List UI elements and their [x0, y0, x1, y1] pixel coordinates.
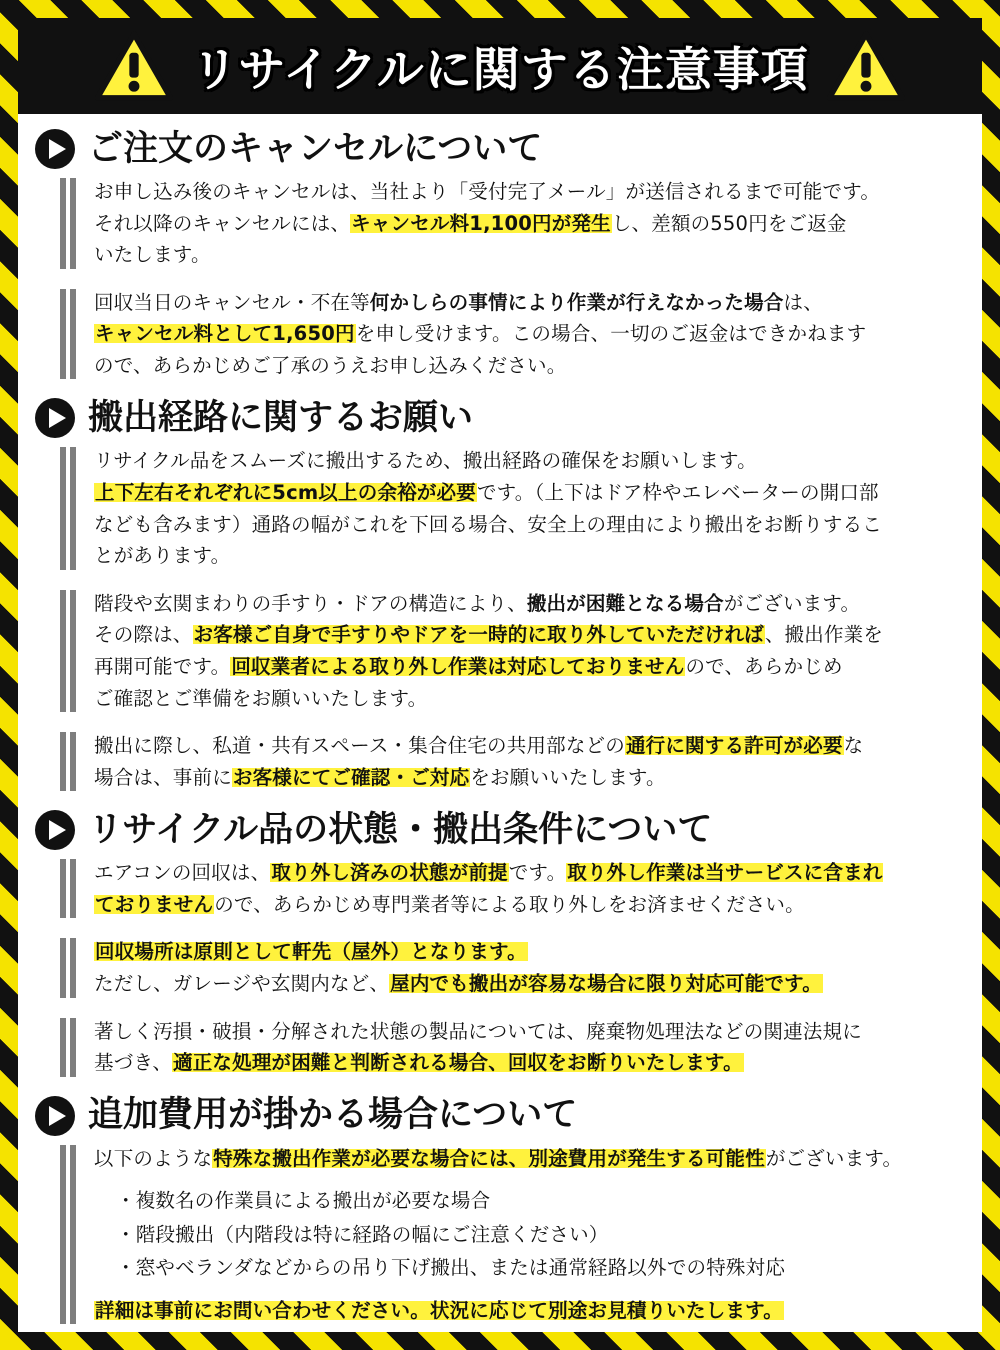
- text-line: [94, 588, 966, 620]
- text-line: [94, 968, 966, 1000]
- body-text: 階段や玄関まわりの手すり・ドアの構造により、: [94, 591, 527, 615]
- note-text: [94, 1143, 966, 1327]
- note-block: [58, 287, 966, 382]
- highlight-text: 回収場所は原則として軒先（屋外）となります。: [95, 940, 527, 964]
- bullet-list: [94, 1184, 966, 1285]
- double-bar-marker: [58, 857, 80, 920]
- highlight-text: キャンセル料1,100円が発生: [351, 211, 611, 235]
- body-text: をお願いいたします。: [470, 765, 666, 789]
- text-line: [94, 889, 966, 921]
- highlight-text: ておりません: [95, 892, 214, 916]
- page-header: [18, 18, 982, 114]
- bold-text: 何かしらの事情により作業が行えなかった場合: [369, 290, 784, 314]
- highlight-text: 屋内でも搬出が容易な場合に限り対応可能です。: [390, 971, 822, 995]
- body-text: とがあります。: [94, 544, 231, 568]
- section-title: ご注文のキャンセルについて: [88, 128, 543, 169]
- double-bar-marker: [58, 936, 80, 999]
- text-line: [94, 651, 966, 683]
- text-line: [94, 318, 966, 350]
- page-title: リサイクルに関する注意事項: [191, 42, 809, 98]
- body-text: 搬出に際し、私道・共有スペース・集合住宅の共用部などの: [94, 734, 625, 758]
- body-text: なども含みます）通路の幅がこれを下回る場合、安全上の理由により搬出をお断りするこ: [94, 512, 883, 536]
- section-heading-extra-fee: [18, 1095, 982, 1137]
- note-text: [94, 857, 966, 920]
- body-text: がございます。: [723, 591, 861, 615]
- footer-note: [94, 1295, 966, 1327]
- text-line: [94, 1016, 966, 1048]
- double-bar-marker: [58, 588, 80, 714]
- text-line: [94, 762, 966, 794]
- body-text: 著しく汚損・破損・分解された状態の製品については、廃棄物処理法などの関連法規に: [94, 1019, 862, 1043]
- list-item: ・窓やベランダなどからの吊り下げ搬出、または通常経路以外での特殊対応: [116, 1256, 786, 1280]
- highlight-text: 通行に関する許可が必要: [625, 734, 843, 758]
- body-text: エアコンの回収は、: [94, 861, 271, 885]
- body-text: です。: [508, 861, 567, 885]
- text-line: [94, 1143, 966, 1175]
- text-line: [94, 619, 966, 651]
- note-text: [94, 730, 966, 793]
- text-line: [94, 1047, 966, 1079]
- text-line: [94, 208, 966, 240]
- warning-triangle-icon: [95, 31, 173, 101]
- body-text: し、差額の550円をご返金: [611, 211, 847, 235]
- body-text: を申し受けます。この場合、一切のご返金はできかねます: [355, 322, 867, 346]
- section-title: 搬出経路に関するお願い: [88, 398, 474, 439]
- double-bar-marker: [58, 176, 80, 271]
- body-text: は、: [783, 290, 823, 314]
- highlight-text: 詳細は事前にお問い合わせください。状況に応じて別途お見積りいたします。: [95, 1298, 783, 1322]
- note-block: [58, 936, 966, 999]
- body-text: 場合は、事前に: [94, 765, 232, 789]
- body-text: ただし、ガレージや玄関内など、: [94, 971, 390, 995]
- section-heading-cancel: [18, 128, 982, 170]
- text-line: [94, 176, 966, 208]
- note-text: [94, 588, 966, 714]
- note-block: [58, 588, 966, 714]
- list-item: ・階段搬出（内階段は特に経路の幅にご注意ください）: [116, 1222, 609, 1246]
- note-text: [94, 445, 966, 571]
- text-line: [94, 350, 966, 382]
- text-line: [94, 936, 966, 968]
- play-bullet-icon: [34, 1095, 76, 1137]
- note-block: [58, 176, 966, 271]
- body-text: 、搬出作業を: [764, 623, 884, 647]
- text-line: [94, 683, 966, 715]
- text-line: [94, 540, 966, 572]
- body-text: それ以降のキャンセルには、: [94, 211, 351, 235]
- text-line: [94, 445, 966, 477]
- highlight-text: キャンセル料として1,650円: [95, 322, 355, 346]
- section-heading-route: [18, 397, 982, 439]
- body-text: な: [843, 734, 864, 758]
- body-text: 基づき、: [94, 1051, 173, 1075]
- note-text: [94, 1016, 966, 1079]
- note-block: [58, 445, 966, 571]
- body-text: ので、あらかじめご了承のうえお申し込みください。: [94, 353, 567, 377]
- double-bar-marker: [58, 287, 80, 382]
- double-bar-marker: [58, 1016, 80, 1079]
- note-block: [58, 1016, 966, 1079]
- double-bar-marker: [58, 1143, 80, 1327]
- body-text: リサイクル品をスムーズに搬出するため、搬出経路の確保をお願いします。: [94, 449, 757, 473]
- body-text: お申し込み後のキャンセルは、当社より「受付完了メール」が送信されるまで可能です。: [94, 180, 881, 203]
- text-line: [94, 857, 966, 889]
- body-text: 再開可能です。: [94, 654, 231, 678]
- highlight-text: お客様ご自身で手すりやドアを一時的に取り外していただければ: [193, 623, 764, 647]
- body-text: その際は、: [94, 623, 193, 647]
- highlight-text: 特殊な搬出作業が必要な場合には、別途費用が発生する可能性: [213, 1146, 765, 1170]
- poster-inner: [18, 18, 982, 1332]
- highlight-text: 回収業者による取り外し作業は対応しておりません: [231, 654, 685, 678]
- note-text: [94, 936, 966, 999]
- note-block: [58, 730, 966, 793]
- body-text: ので、あらかじめ: [685, 654, 843, 678]
- play-bullet-icon: [34, 809, 76, 851]
- note-block: [58, 857, 966, 920]
- highlight-text: 取り外し済みの状態が前提: [271, 861, 508, 885]
- body-text: 回収当日のキャンセル・不在等: [94, 290, 370, 314]
- body-text: がございます。: [765, 1146, 903, 1170]
- body-text: ので、あらかじめ専門業者等による取り外しをお済ませください。: [214, 892, 805, 916]
- body-text: ご確認とご準備をお願いいたします。: [94, 686, 428, 710]
- highlight-text: 適正な処理が困難と判断される場合、回収をお断りいたします。: [173, 1051, 743, 1075]
- double-bar-marker: [58, 730, 80, 793]
- note-block: [58, 1143, 966, 1327]
- list-item: ・複数名の作業員による搬出が必要な場合: [116, 1189, 491, 1213]
- body-text: 以下のような: [94, 1146, 213, 1170]
- text-line: [94, 239, 966, 271]
- play-bullet-icon: [34, 397, 76, 439]
- body-text: いたします。: [94, 243, 211, 267]
- section-title: 追加費用が掛かる場合について: [88, 1095, 578, 1136]
- section-heading-condition: [18, 809, 982, 851]
- sections-root: [18, 128, 982, 1326]
- warning-triangle-icon: [827, 31, 905, 101]
- text-line: [94, 477, 966, 509]
- body-text: です。（上下はドア枠やエレベーターの開口部: [476, 481, 879, 505]
- note-text: [94, 287, 966, 382]
- highlight-text: 取り外し作業は当サービスに含まれ: [567, 861, 883, 885]
- highlight-text: 上下左右それぞれに5cm以上の余裕が必要: [95, 481, 476, 505]
- note-text: [94, 176, 966, 271]
- play-bullet-icon: [34, 128, 76, 170]
- section-title: リサイクル品の状態・搬出条件について: [88, 810, 713, 850]
- double-bar-marker: [58, 445, 80, 571]
- text-line: [94, 287, 966, 319]
- text-line: [94, 509, 966, 541]
- highlight-text: お客様にてご確認・ご対応: [232, 765, 470, 789]
- text-line: [94, 730, 966, 762]
- bold-text: 搬出が困難となる場合: [526, 591, 724, 615]
